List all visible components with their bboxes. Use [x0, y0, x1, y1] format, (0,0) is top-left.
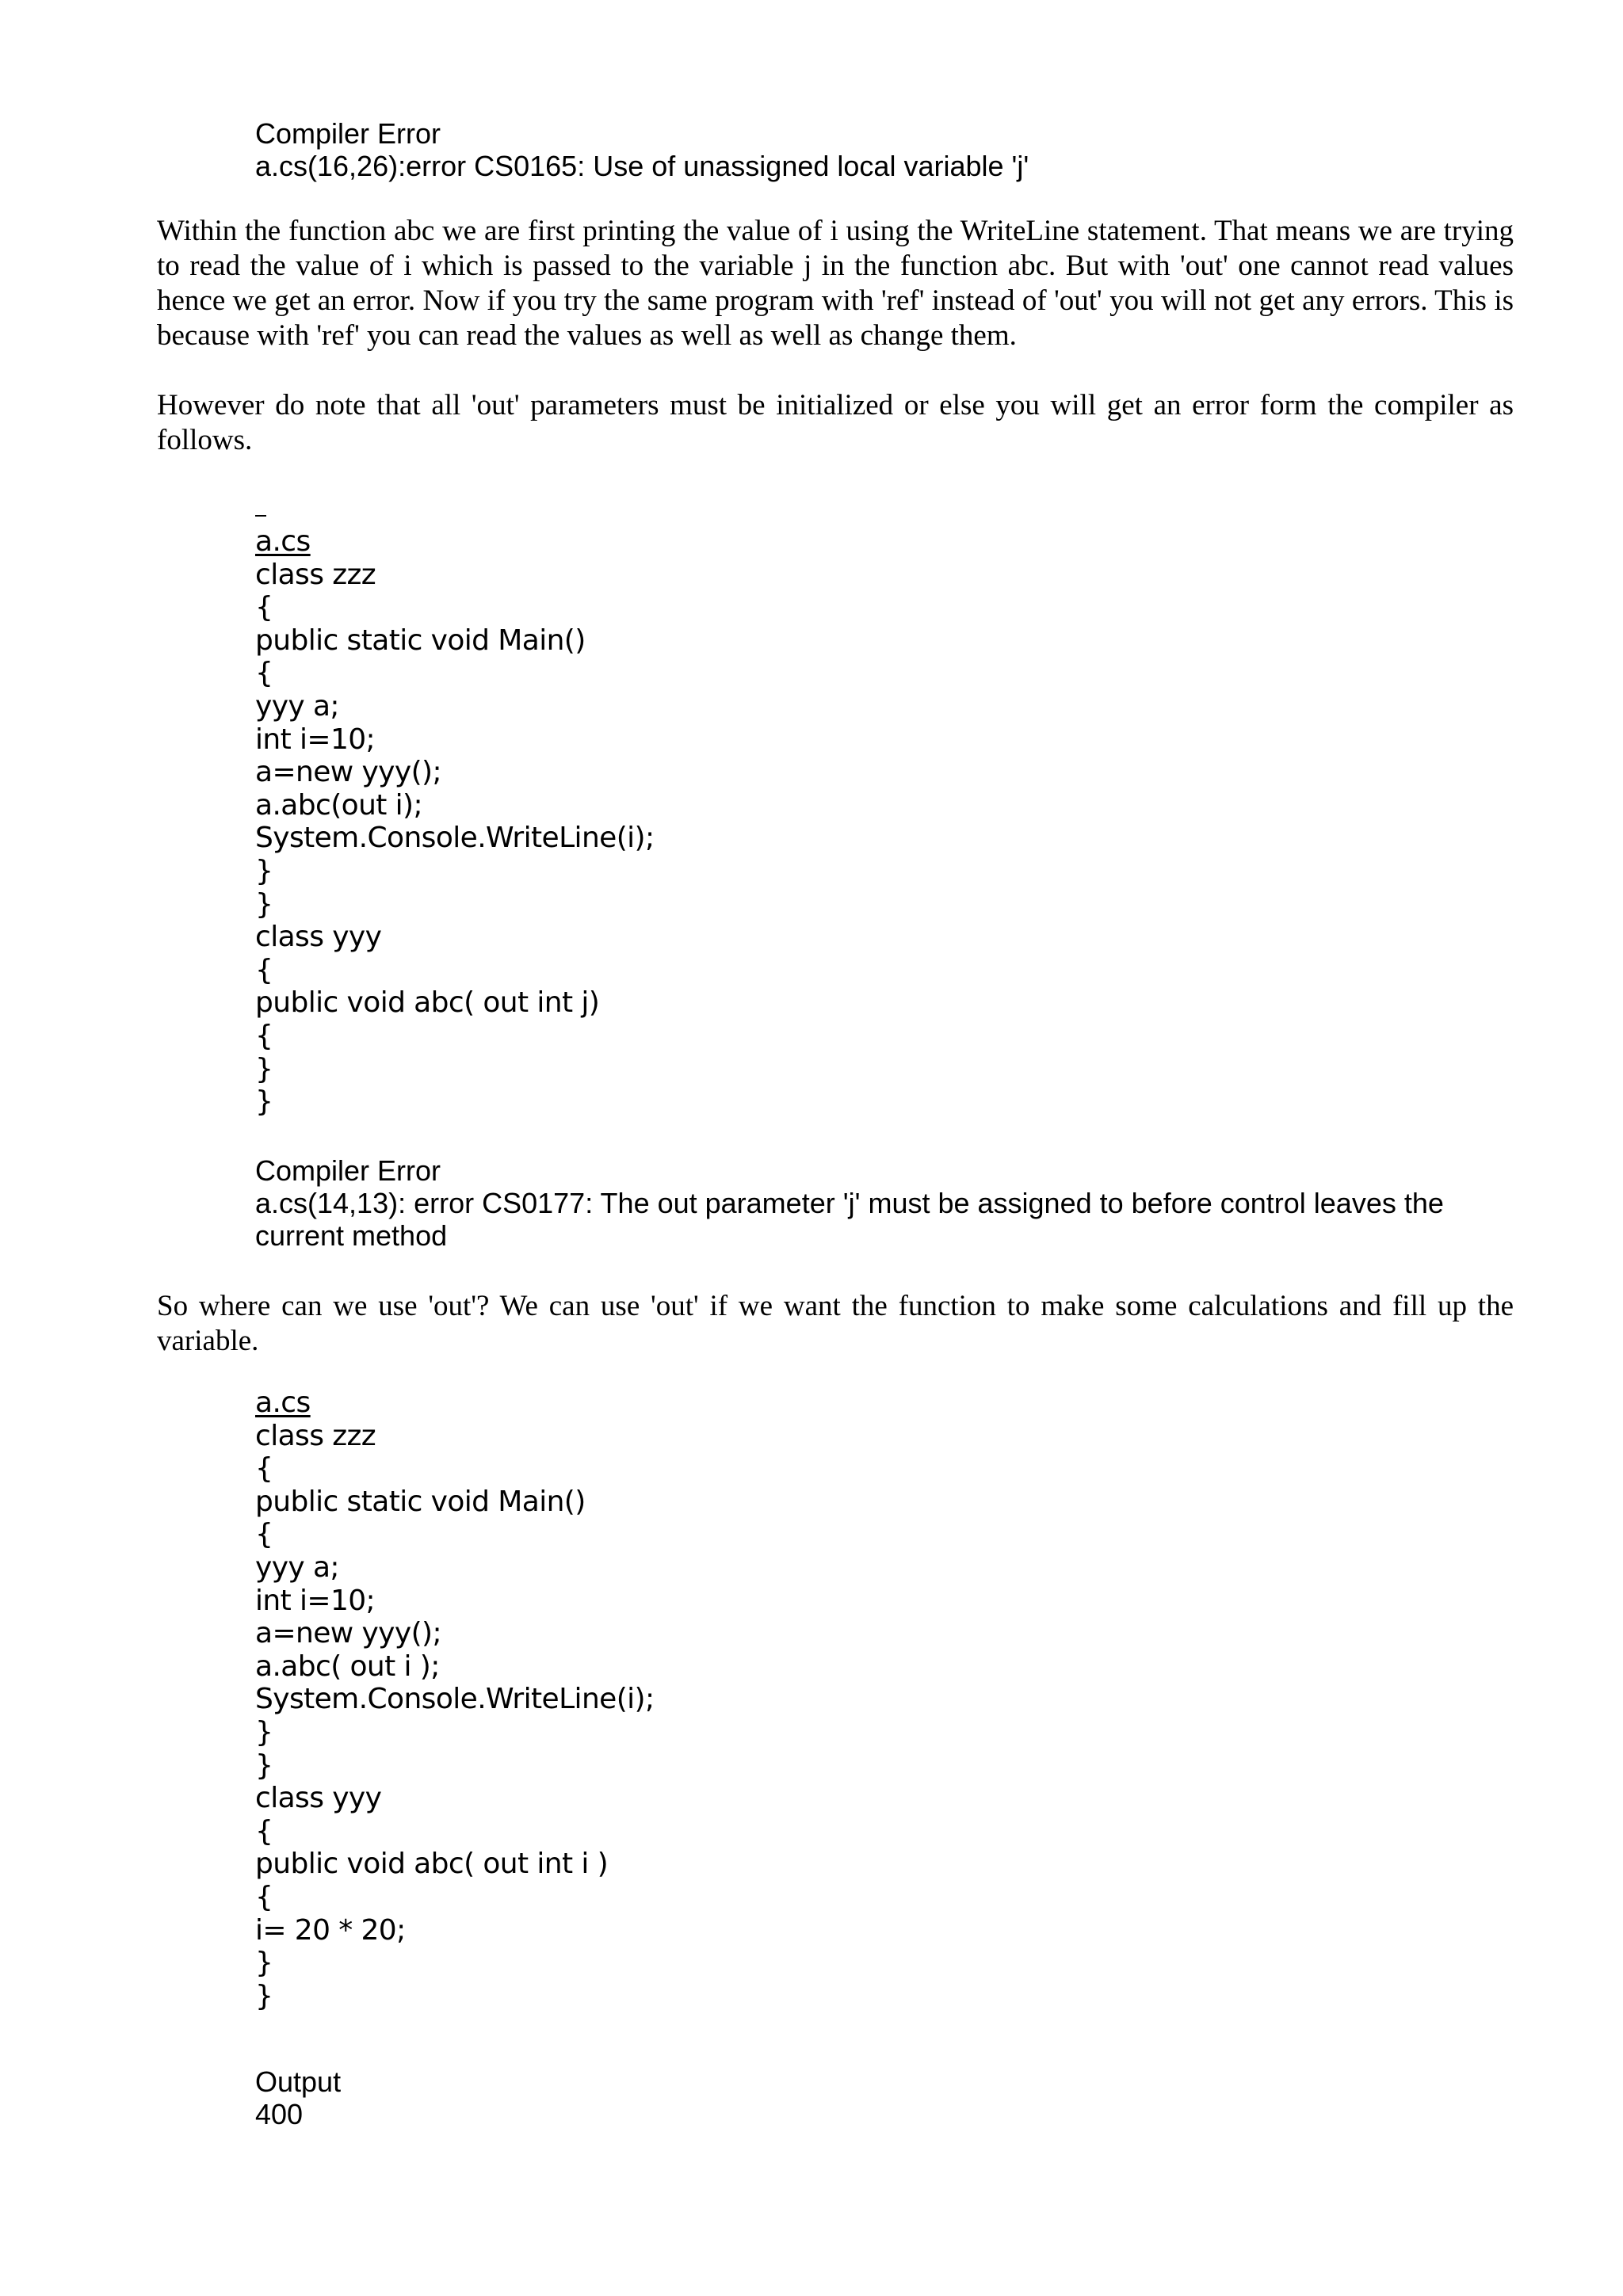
code-line: } — [255, 1715, 273, 1749]
code-line: a.abc(out i); — [255, 788, 423, 822]
paragraph-out-usage: So where can we use 'out'? We can use 'out' if we want the function to make some calculations and fill up the variable. — [157, 1290, 1514, 1357]
divider-mark — [255, 515, 266, 517]
code-line: { — [255, 591, 273, 624]
code-line: class zzz — [255, 1419, 376, 1452]
code-line: a=new yyy(); — [255, 756, 442, 789]
output-title: Output — [255, 2065, 342, 2098]
code-line: { — [255, 1019, 273, 1052]
code-line: a.abc( out i ); — [255, 1650, 440, 1683]
code-line: { — [255, 1518, 273, 1551]
code-line: class zzz — [255, 558, 376, 591]
code-line: class yyy — [255, 1782, 382, 1815]
code-line: int i=10; — [255, 1584, 376, 1617]
code-line: } — [255, 1979, 273, 2012]
code-listing-2 — [255, 1386, 1523, 2012]
compiler-error-message: a.cs(16,26):error CS0165: Use of unassigned local variable 'j' — [255, 150, 1029, 182]
code-line: i= 20 * 20; — [255, 1913, 406, 1947]
code-line: { — [255, 1880, 273, 1913]
code-line: System.Console.WriteLine(i); — [255, 1683, 655, 1716]
output-value: 400 — [255, 2098, 304, 2130]
code-line: } — [255, 887, 273, 921]
compiler-error-block-1 — [255, 117, 1523, 182]
code-line: public void abc( out int j) — [255, 986, 600, 1020]
code-lines — [255, 559, 1523, 1119]
code-line: } — [255, 1749, 273, 1782]
code-listing-1 — [255, 525, 1523, 1119]
paragraph-out-read-explanation: Within the function abc we are first printing the value of i using the WriteLine statement. That means we are trying to read the value of i which is passed to the variable j in the function abc. But with 'out' one cannot read values hence we get an error. Now if you try the same program with 'ref' instead of 'out' you will not get any errors. This is because with 'ref' you can read the values as well as well as change them. — [157, 215, 1514, 352]
code-line: int i=10; — [255, 723, 376, 756]
compiler-error-message: a.cs(14,13): error CS0177: The out parameter 'j' must be assigned to before control leaves the current method — [255, 1187, 1444, 1252]
code-line: System.Console.WriteLine(i); — [255, 822, 655, 855]
paragraph-out-initialization-note: However do note that all 'out' parameters must be initialized or else you will get an error form the compiler as follows. — [157, 389, 1514, 456]
code-filename: a.cs — [255, 1386, 311, 1419]
code-line: { — [255, 1814, 273, 1848]
code-line: public void abc( out int i ) — [255, 1848, 609, 1881]
code-line: class yyy — [255, 921, 382, 954]
code-filename: a.cs — [255, 525, 311, 558]
code-line: { — [255, 953, 273, 986]
code-line: { — [255, 657, 273, 690]
code-lines — [255, 1420, 1523, 2013]
code-line: } — [255, 1085, 273, 1119]
code-line: public static void Main() — [255, 1485, 586, 1518]
code-line: a=new yyy(); — [255, 1617, 442, 1650]
code-line: yyy a; — [255, 1550, 339, 1584]
code-line: } — [255, 1947, 273, 1980]
compiler-error-title: Compiler Error — [255, 1154, 441, 1187]
compiler-error-block-2 — [255, 1154, 1539, 1252]
code-line: } — [255, 1052, 273, 1085]
code-line: } — [255, 854, 273, 887]
output-block — [255, 2065, 1523, 2130]
code-line: yyy a; — [255, 689, 339, 723]
compiler-error-title: Compiler Error — [255, 117, 441, 150]
code-line: public static void Main() — [255, 624, 586, 657]
code-line: { — [255, 1452, 273, 1486]
